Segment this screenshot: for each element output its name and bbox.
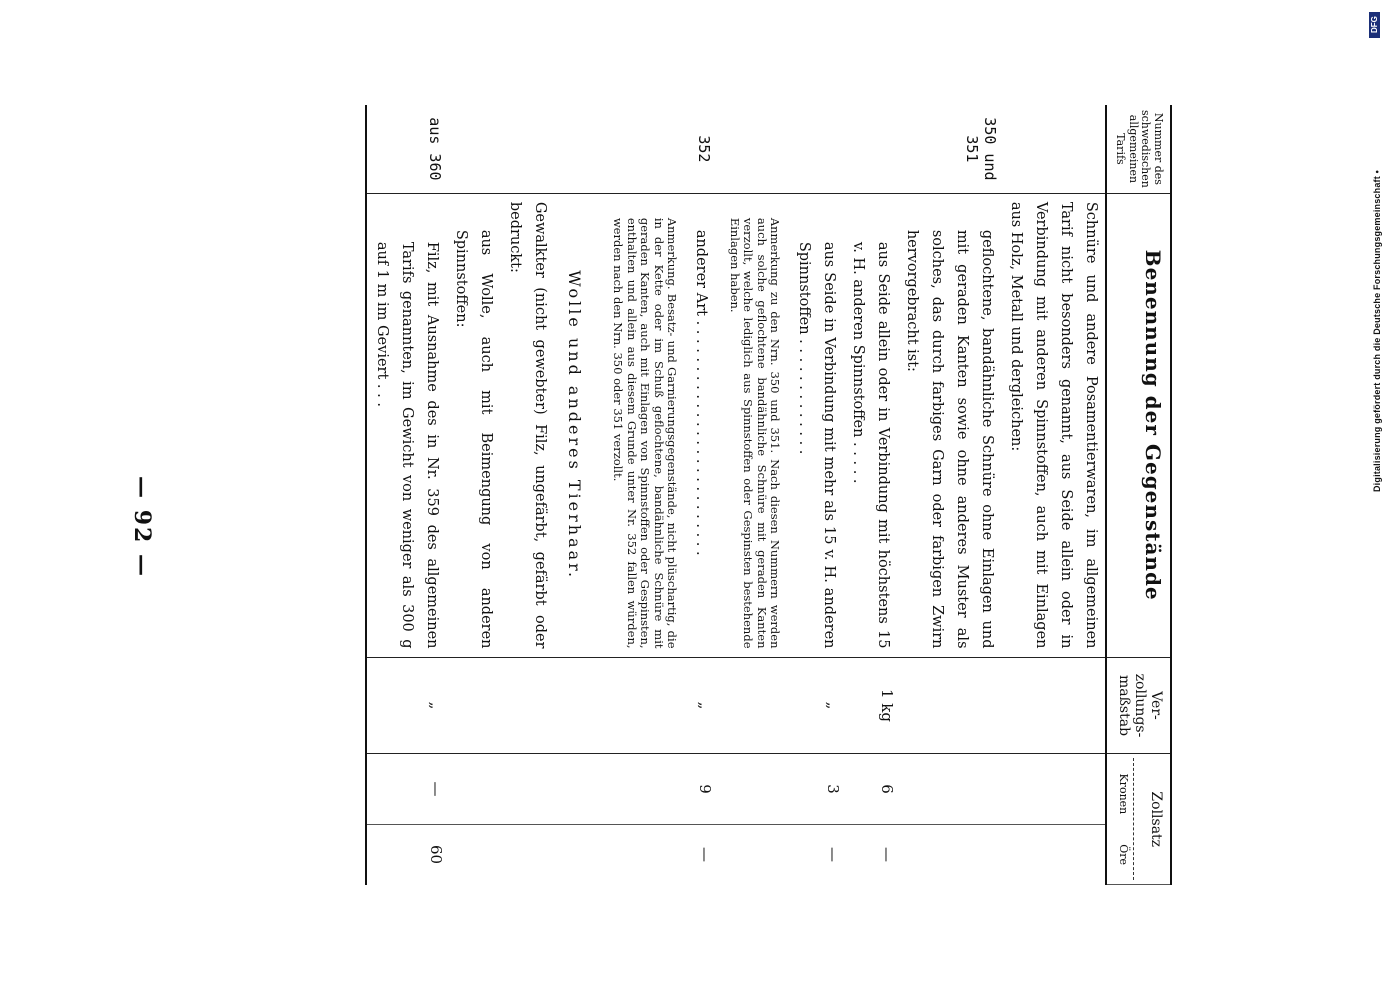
description-cell — [554, 193, 599, 657]
rotated-page — [129, 97, 1175, 897]
table-body — [366, 105, 1107, 885]
kronen-cell — [554, 754, 599, 824]
ore-cell: 60 — [366, 824, 446, 884]
table-row — [843, 105, 897, 885]
kronen-cell — [446, 754, 500, 824]
header-rate-group — [1106, 754, 1171, 885]
tariff-number — [554, 105, 599, 193]
unit-cell — [446, 657, 500, 754]
page-number: — 92 — — [129, 476, 155, 578]
header-number: Nummer des schwedischen allgemeinen Tarifs — [1106, 105, 1171, 193]
table-row — [1001, 105, 1106, 885]
kronen-cell: 3 — [789, 754, 843, 824]
ore-cell — [500, 824, 554, 884]
unit-cell — [599, 657, 687, 754]
kronen-cell: — — [366, 754, 446, 824]
header-rate: Zollsatz — [1148, 791, 1164, 848]
table-header — [1106, 105, 1171, 885]
header-ore: Öre — [1116, 844, 1130, 866]
table-row — [686, 105, 715, 885]
goods-description: Filz, mit Ausnahme des in Nr. 359 des allgemeinen Tarifs genannten, im Gewicht von weniger als 300 g auf 1 m im Geviert . . . — [373, 241, 440, 649]
kronen-cell — [500, 754, 554, 824]
unit-cell: „ — [789, 657, 843, 754]
ore-cell — [1001, 824, 1106, 884]
tariff-number — [1001, 105, 1106, 193]
unit-cell — [715, 657, 789, 754]
tariff-number: 350 und 351 — [897, 105, 1001, 193]
ore-cell — [897, 824, 1001, 884]
ore-cell: — — [824, 847, 843, 863]
ore-cell: — — [696, 847, 715, 863]
tariff-number — [715, 105, 789, 193]
tariff-number: aus 360 — [366, 105, 446, 193]
description-cell — [366, 193, 446, 657]
tariff-number — [599, 105, 687, 193]
ore-cell — [599, 824, 687, 884]
dfg-logo: DFG — [1369, 12, 1380, 38]
header-kronen: Kronen — [1116, 773, 1130, 815]
description-cell — [686, 193, 715, 657]
tariff-number: 352 — [686, 105, 715, 193]
unit-cell: „ — [366, 657, 446, 754]
tariff-number — [843, 105, 897, 193]
description-cell — [500, 193, 554, 657]
ore-cell — [446, 824, 500, 884]
table-row — [366, 105, 446, 885]
ore-cell: — — [878, 847, 897, 863]
table-row — [554, 105, 599, 885]
ore-cell — [715, 824, 789, 884]
goods-description: geflochtene, bandähnliche Schnüre ohne Einlagen und mit geraden Kanten sowie ohne anderes Muster als solches, das durch farbiges Garn oder farbigen Zwirn hervorgebracht ist: — [904, 229, 996, 649]
kronen-cell — [897, 754, 1001, 824]
kronen-cell: 6 — [843, 754, 897, 824]
description-cell — [715, 193, 789, 657]
unit-cell — [1001, 657, 1106, 754]
goods-description: Schnüre und andere Posamentierwaren, im allgemeinen Tarif nicht besonders genannt, aus Seide allein oder in Verbindung mit anderen Spinnstoffen, auch mit Einlagen aus Holz, Metall und dergleichen: — [1008, 201, 1100, 649]
description-cell — [599, 193, 687, 657]
table-row — [599, 105, 687, 885]
tariff-number — [500, 105, 554, 193]
unit-cell — [554, 657, 599, 754]
kronen-cell — [715, 754, 789, 824]
table-row — [446, 105, 500, 885]
kronen-cell — [599, 754, 687, 824]
description-cell — [446, 193, 500, 657]
funding-note: Digitalisierung gefördert durch die Deutsche Forschungsgemeinschaft • — [1372, 170, 1382, 493]
annotation: Anmerkung zu den Nrn. 350 und 351. Nach diesen Nummern werden auch solche geflochtene bandähnliche Schnüre mit geraden Kanten verzollt, welche lediglich aus Spinnstoffen oder Gespinsten bestehende Einlagen haben. — [727, 217, 783, 649]
description-cell — [897, 193, 1001, 657]
header-description: Benennung der Gegenstände — [1106, 193, 1171, 657]
header-unit: Ver- zollungs- maßstab — [1106, 657, 1171, 754]
unit-cell: 1 kg — [843, 657, 897, 754]
tariff-table — [365, 105, 1172, 885]
annotation: Anmerkung. Besatz- und Garnierungsgegenstände, nicht plüschartig, die in der Kette oder im Schuß geflochtene, bandähnliche Schnüre mit geraden Kanten, auch mit Einlagen von Spinnstoffen oder Gespinsten, enthalten und allein aus diesem Grunde unter Nr. 352 fallen würden, werden nach den Nrn. 350 oder 351 verzollt. — [611, 217, 680, 649]
table-row — [500, 105, 554, 885]
unit-cell — [897, 657, 1001, 754]
table-row — [715, 105, 789, 885]
kronen-cell — [1001, 754, 1106, 824]
goods-description: aus Seide allein oder in Verbindung mit höchstens 15 v. H. anderen Spinnstoffen . . . . . — [850, 241, 892, 649]
unit-cell: „ — [686, 657, 715, 754]
kronen-cell: 9 — [686, 754, 715, 824]
goods-description: aus Seide in Verbindung mit mehr als 15 v. H. anderen Spinnstoffen . . . . . . . . . . . . . — [796, 241, 838, 649]
ore-cell — [554, 824, 599, 884]
tariff-number — [789, 105, 843, 193]
goods-description: anderer Art . . . . . . . . . . . . . . . . . . . . . . . . . . — [693, 229, 710, 556]
unit-cell — [500, 657, 554, 754]
tariff-number — [446, 105, 500, 193]
table-row — [789, 105, 843, 885]
description-cell — [843, 193, 897, 657]
section-heading: Wolle und anderes Tierhaar. — [564, 270, 584, 581]
description-cell — [789, 193, 843, 657]
goods-description: aus Wolle, auch mit Beimengung von anderen Spinnstoffen: — [452, 229, 494, 649]
table-row — [897, 105, 1001, 885]
description-cell — [1001, 193, 1106, 657]
goods-description: Gewalkter (nicht gewebter) Filz, ungefärbt, gefärbt oder bedruckt: — [506, 201, 548, 649]
